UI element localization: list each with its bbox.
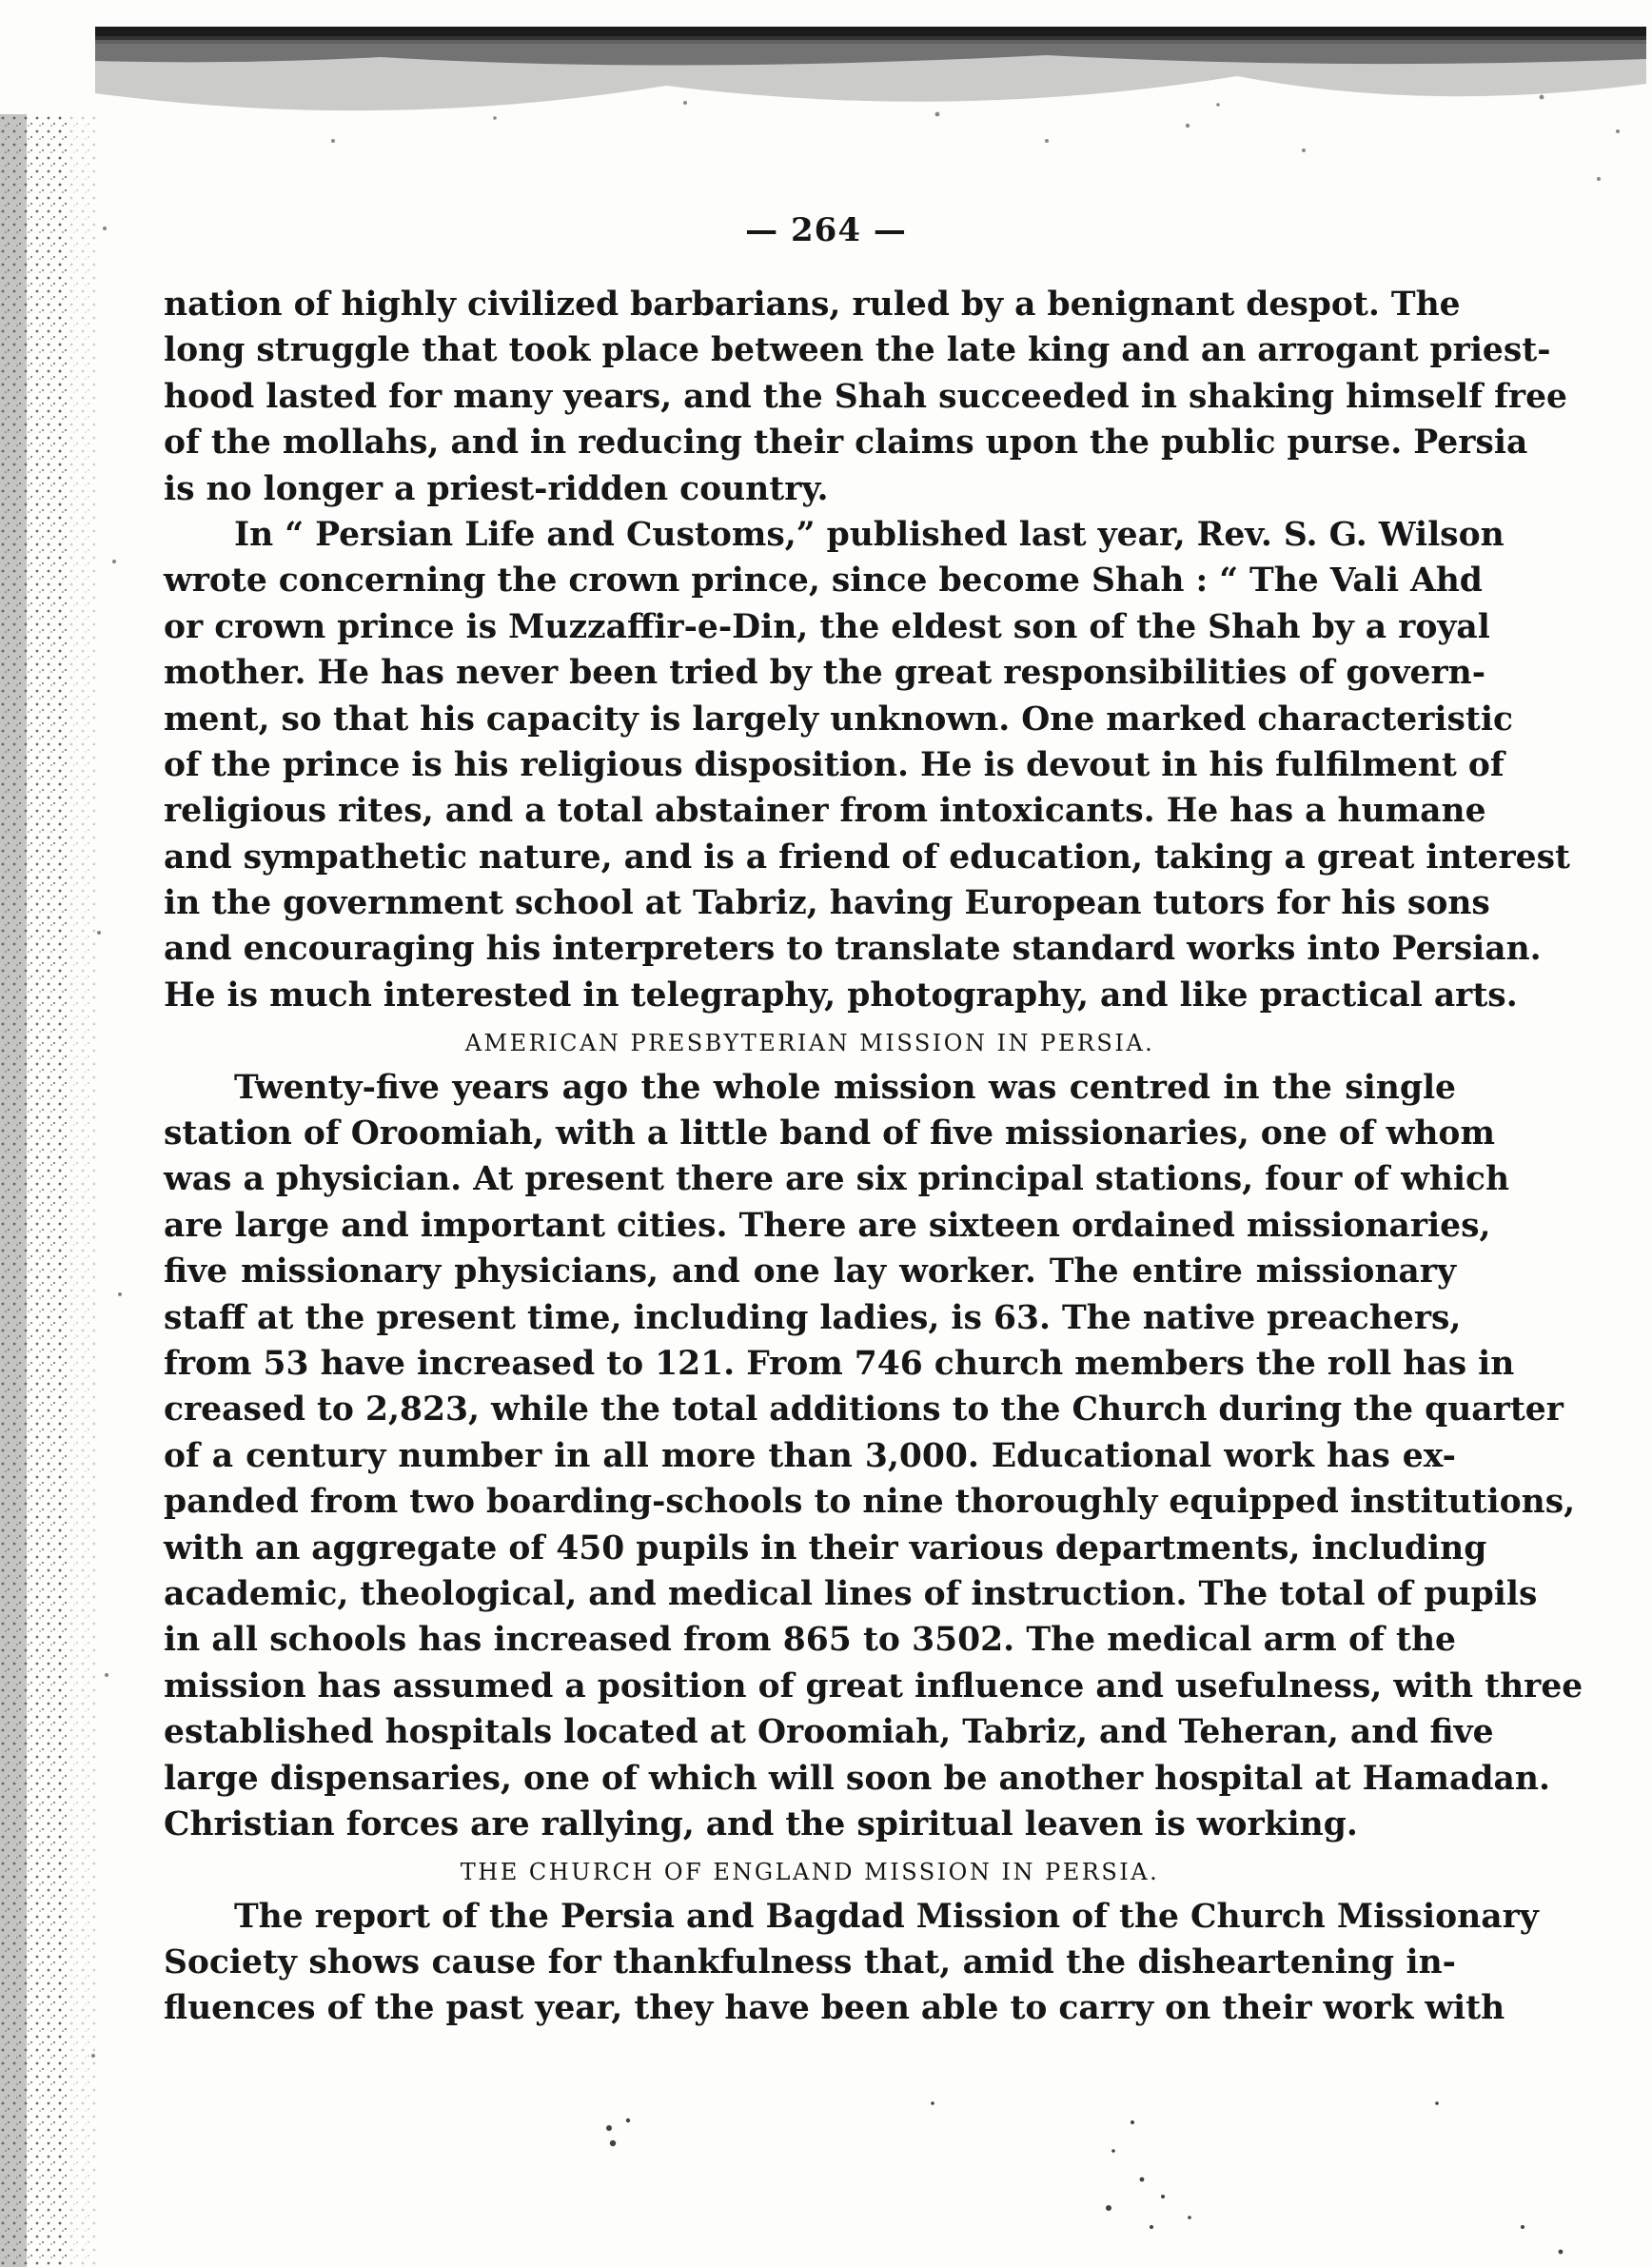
text-line: wrote concerning the crown prince, since become Shah : “ The Vali Ahd [164, 562, 1483, 601]
paragraph [164, 1065, 1583, 1848]
text-line: large dispensaries, one of which will soon be another hospital at Hamadan. [164, 1759, 1550, 1798]
text-line: is no longer a priest-ridden country. [164, 469, 829, 508]
text-line: are large and important cities. There are sixteen ordained missionaries, [164, 1206, 1491, 1245]
section [164, 282, 1570, 1018]
text-line: fluences of the past year, they have been able to carry on their work with [164, 1989, 1505, 2028]
text-line: academic, theological, and medical lines of instruction. The total of pupils [164, 1574, 1538, 1613]
text-line: In “ Persian Life and Customs,” published last year, Rev. S. G. Wilson [234, 515, 1504, 554]
paragraph [164, 1894, 1539, 2032]
paragraph [164, 512, 1570, 1018]
text-line: and sympathetic nature, and is a friend of education, taking a great interest [164, 838, 1570, 877]
text-line: nation of highly civilized barbarians, ruled by a benignant despot. The [164, 286, 1461, 324]
section [164, 1018, 1583, 1847]
text-line: The report of the Persia and Bagdad Mission of the Church Missionary [234, 1897, 1539, 1936]
text-line: of the mollahs, and in reducing their claims upon the public purse. Persia [164, 424, 1528, 463]
text-line: station of Oroomiah, with a little band of five missionaries, one of whom [164, 1114, 1495, 1153]
text-line: mission has assumed a position of great influence and usefulness, with three [164, 1666, 1583, 1705]
text-line: of a century number in all more than 3,000. Educational work has ex- [164, 1436, 1456, 1475]
text-line: ment, so that his capacity is largely unknown. One marked characteristic [164, 700, 1513, 739]
scan-edge-top [95, 27, 1646, 188]
text-line: five missionary physicians, and one lay worker. The entire missionary [164, 1252, 1456, 1291]
paragraph [164, 282, 1568, 512]
text-line: religious rites, and a total abstainer from intoxicants. He has a humane [164, 792, 1486, 831]
section-heading: THE CHURCH OF ENGLAND MISSION IN PERSIA. [460, 1859, 1160, 1886]
text-line: established hospitals located at Oroomiah, Tabriz, and Teheran, and five [164, 1713, 1494, 1752]
text-line: and encouraging his interpreters to translate standard works into Persian. [164, 930, 1542, 969]
section [164, 1847, 1539, 2032]
text-line: long struggle that took place between the late king and an arrogant priest- [164, 331, 1551, 370]
text-line: in the government school at Tabriz, having European tutors for his sons [164, 884, 1490, 923]
text-line: in all schools has increased from 865 to 3502. The medical arm of the [164, 1621, 1456, 1660]
text-line: was a physician. At present there are six principal stations, four of which [164, 1160, 1510, 1199]
text-line: Twenty-five years ago the whole mission was centred in the single [234, 1068, 1456, 1107]
text-line: panded from two boarding-schools to nine thoroughly equipped institutions, [164, 1483, 1576, 1522]
text-line: Society shows cause for thankfulness that, amid the disheartening in- [164, 1943, 1456, 1982]
text-line: of the prince is his religious disposition. He is devout in his fulfilment of [164, 745, 1504, 784]
text-line: hood lasted for many years, and the Shah succeeded in shaking himself free [164, 377, 1568, 416]
text-line: staff at the present time, including ladies, is 63. The native preachers, [164, 1298, 1462, 1337]
scan-edge-left [0, 114, 143, 2267]
text-line: with an aggregate of 450 pupils in their various departments, including [164, 1528, 1487, 1567]
body-text [164, 282, 1583, 2032]
text-line: creased to 2,823, while the total additions to the Church during the quarter [164, 1390, 1564, 1429]
text-line: He is much interested in telegraphy, photography, and like practical arts. [164, 976, 1518, 1015]
page-number: — 264 — [745, 211, 907, 249]
text-line: Christian forces are rallying, and the spiritual leaven is working. [164, 1804, 1358, 1843]
text-line: from 53 have increased to 121. From 746 church members the roll has in [164, 1344, 1515, 1383]
section-heading: AMERICAN PRESBYTERIAN MISSION IN PERSIA. [464, 1030, 1155, 1057]
text-line: or crown prince is Muzzaffir-e-Din, the eldest son of the Shah by a royal [164, 607, 1490, 646]
scan-specks-bottom [533, 2084, 1652, 2267]
text-line: mother. He has never been tried by the great responsibilities of govern- [164, 654, 1486, 693]
